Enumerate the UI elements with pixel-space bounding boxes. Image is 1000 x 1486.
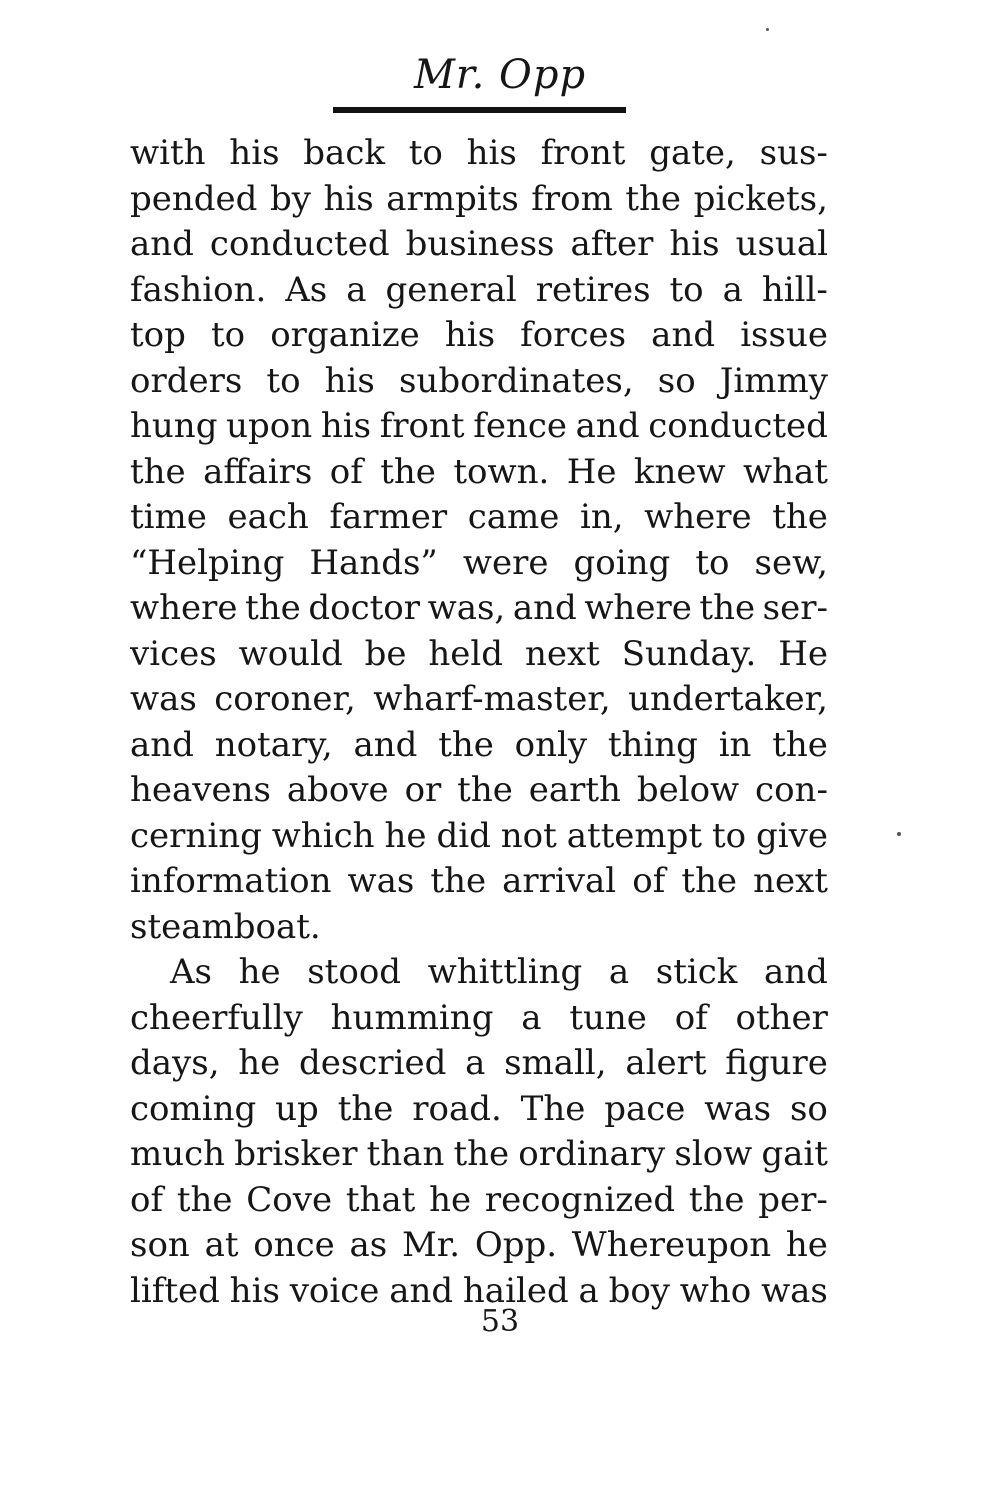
word: each: [227, 497, 309, 537]
word: in,: [579, 497, 624, 537]
word: top: [130, 315, 186, 355]
word: below: [636, 770, 740, 810]
word: stick: [655, 952, 738, 992]
body-text: [130, 131, 828, 1314]
word: arrival: [502, 861, 617, 901]
word: above: [286, 770, 389, 810]
word: the: [772, 497, 828, 537]
word: attempt: [566, 815, 703, 856]
word: earth: [528, 770, 621, 810]
text-line: [130, 1132, 828, 1178]
word: to: [408, 133, 443, 173]
word: were: [462, 542, 549, 583]
word: He: [778, 633, 828, 674]
word: son: [130, 1225, 190, 1265]
word: back: [303, 133, 385, 173]
text-line: [130, 450, 828, 496]
word: only: [514, 724, 588, 765]
word: the: [380, 451, 436, 492]
word: lifted: [130, 1270, 220, 1311]
word: descried: [298, 1043, 447, 1083]
word: held: [428, 633, 504, 674]
page-number: 53: [480, 1304, 520, 1339]
word: the: [130, 451, 186, 492]
word: whittling: [427, 952, 583, 992]
word: notary,: [214, 724, 333, 765]
word: than: [366, 1134, 445, 1174]
text-line: [130, 814, 828, 860]
word: a: [521, 997, 542, 1038]
word: cerning: [130, 815, 262, 856]
word: issue: [740, 315, 828, 355]
word: time: [130, 497, 207, 537]
word: after: [570, 224, 654, 264]
word: was: [347, 861, 415, 901]
word: Hands”: [309, 542, 438, 583]
word: Opp.: [474, 1225, 558, 1265]
word: recognized: [484, 1179, 676, 1220]
word: figure: [725, 1043, 828, 1083]
header-rule: [333, 107, 626, 113]
word: the: [245, 588, 301, 628]
word: who: [679, 1270, 752, 1311]
word: upon: [226, 406, 313, 446]
word: he: [384, 815, 427, 856]
word: up: [275, 1088, 319, 1129]
word: heavens: [130, 770, 271, 810]
word: alert: [625, 1043, 707, 1083]
word: would: [238, 633, 343, 674]
text-line: [130, 632, 828, 678]
word: his: [444, 315, 496, 355]
word: fence: [473, 406, 567, 446]
word: ser-: [762, 588, 828, 628]
word: the: [453, 1134, 510, 1174]
text-line: [130, 859, 828, 905]
word: a: [722, 269, 743, 310]
word: to: [711, 815, 747, 856]
word: his: [323, 178, 374, 219]
word: undertaker,: [628, 679, 828, 719]
word: and: [130, 724, 194, 765]
word: be: [364, 633, 407, 674]
word: boy: [608, 1270, 671, 1311]
text-line: [130, 586, 828, 632]
word: the: [438, 724, 494, 765]
text-line: [130, 541, 828, 587]
word: and: [130, 224, 194, 264]
word: was: [761, 1270, 828, 1311]
word: which: [271, 815, 375, 856]
word: sew,: [754, 542, 828, 583]
word: stood: [307, 952, 402, 992]
word: of: [130, 1179, 164, 1220]
word: coroner,: [214, 679, 356, 719]
scan-speck: [766, 28, 769, 31]
word: the: [457, 770, 513, 810]
word: con-: [755, 770, 828, 810]
text-line: [130, 495, 828, 541]
word: that: [345, 1179, 416, 1220]
word: road.: [412, 1088, 502, 1129]
word: so: [657, 360, 696, 401]
word: was: [704, 1088, 772, 1129]
text-line: [130, 723, 828, 769]
text-line: [130, 404, 828, 450]
word: a: [578, 1270, 599, 1311]
word: other: [735, 997, 828, 1038]
word: where: [584, 588, 692, 628]
word: he: [238, 952, 281, 992]
word: by: [269, 178, 311, 219]
word: information: [130, 861, 332, 901]
word: Mr.: [401, 1225, 461, 1265]
word: next: [753, 861, 828, 901]
word: retires: [535, 269, 651, 310]
text-line: [130, 768, 828, 814]
word: voice: [289, 1270, 380, 1311]
word: gate,: [649, 133, 736, 173]
word: a: [346, 269, 367, 310]
text-line: [130, 996, 828, 1042]
word: to: [669, 269, 704, 310]
word: hill-: [761, 269, 828, 310]
word: vices: [130, 633, 217, 674]
word: was: [130, 679, 197, 719]
word: so: [789, 1088, 828, 1129]
word: a: [465, 1043, 486, 1083]
word: fashion.: [130, 269, 267, 310]
word: going: [573, 542, 671, 583]
word: the: [625, 178, 682, 219]
word: and: [763, 952, 828, 992]
word: with: [130, 133, 206, 173]
word: brisker: [234, 1134, 358, 1174]
word: and: [575, 406, 640, 446]
word: in: [718, 724, 752, 765]
word: days,: [130, 1043, 220, 1083]
word: at: [204, 1225, 239, 1265]
word: “Helping: [130, 542, 285, 583]
word: As: [285, 269, 328, 310]
word: as: [349, 1225, 388, 1265]
word: a: [608, 952, 630, 992]
word: he: [429, 1179, 472, 1220]
word: his: [229, 133, 280, 173]
word: once: [253, 1225, 335, 1265]
word: of: [632, 861, 666, 901]
word: front: [540, 133, 626, 173]
word: orders: [130, 360, 243, 401]
word: did: [436, 815, 491, 856]
word: business: [405, 224, 555, 264]
text-line: [130, 177, 828, 223]
word: and: [651, 315, 716, 355]
word: general: [385, 269, 517, 310]
word: the: [688, 1179, 745, 1220]
word: humming: [330, 997, 494, 1038]
scan-speck: [897, 832, 901, 836]
word: was,: [427, 588, 506, 628]
word: hailed: [462, 1270, 569, 1311]
word: per-: [758, 1179, 828, 1220]
word: cheerfully: [130, 997, 303, 1038]
word: to: [266, 360, 301, 401]
word: As: [170, 952, 213, 992]
word: pended: [130, 178, 258, 219]
word: to: [210, 315, 246, 355]
word: gait: [761, 1134, 828, 1174]
word: he: [785, 1225, 828, 1265]
word: forces: [520, 315, 627, 355]
word: the: [337, 1088, 394, 1129]
word: and: [389, 1270, 454, 1311]
word: conducted: [209, 224, 390, 264]
word: slow: [674, 1134, 753, 1174]
word: hung: [130, 406, 218, 446]
word: thing: [607, 724, 698, 765]
text-line: [130, 222, 828, 268]
word: the: [699, 588, 756, 628]
text-line: steamboat.: [130, 906, 321, 947]
word: subordinates,: [398, 360, 634, 401]
word: doctor: [308, 588, 421, 628]
word: knew: [633, 451, 726, 492]
word: organize: [270, 315, 420, 355]
word: the: [176, 1179, 233, 1220]
text-line: [130, 1087, 828, 1133]
text-line: [130, 359, 828, 405]
word: came: [467, 497, 560, 537]
text-line: [130, 1178, 828, 1224]
text-line: [130, 950, 828, 996]
word: of: [674, 997, 708, 1038]
running-head: Mr. Opp: [413, 52, 587, 98]
word: the: [681, 861, 738, 901]
word: small,: [504, 1043, 607, 1083]
word: Whereupon: [571, 1225, 772, 1265]
word: where: [644, 497, 752, 537]
word: affairs: [203, 451, 313, 492]
word: He: [566, 451, 617, 492]
word: and: [512, 588, 577, 628]
word: his: [320, 406, 372, 446]
word: of: [329, 451, 363, 492]
word: Jimmy: [719, 360, 828, 401]
word: town.: [453, 451, 550, 492]
word: from: [531, 178, 613, 219]
word: what: [743, 451, 828, 492]
text-line: [130, 313, 828, 359]
word: where: [130, 588, 238, 628]
text-line: [130, 268, 828, 314]
word: tune: [569, 997, 647, 1038]
word: pickets,: [693, 178, 828, 219]
word: the: [772, 724, 828, 765]
word: he: [238, 1043, 281, 1083]
word: his: [466, 133, 517, 173]
word: or: [404, 770, 442, 810]
word: sus-: [759, 133, 828, 173]
word: Cove: [246, 1179, 333, 1220]
word: his: [669, 224, 720, 264]
word: wharf-master,: [373, 679, 611, 719]
word: armpits: [386, 178, 519, 219]
word: not: [500, 815, 557, 856]
word: conducted: [648, 406, 828, 446]
word: his: [324, 360, 375, 401]
word: coming: [130, 1088, 257, 1129]
word: Sunday.: [621, 633, 757, 674]
text-line: [130, 131, 828, 177]
word: farmer: [329, 497, 448, 537]
text-line: [130, 677, 828, 723]
word: give: [756, 815, 828, 856]
word: pace: [604, 1088, 686, 1129]
word: The: [520, 1088, 586, 1129]
text-line: [130, 1041, 828, 1087]
text-line: [130, 1223, 828, 1269]
word: his: [229, 1270, 280, 1311]
word: front: [379, 406, 465, 446]
word: next: [524, 633, 600, 674]
word: and: [353, 724, 418, 765]
word: to: [695, 542, 730, 583]
word: usual: [735, 224, 828, 264]
word: ordinary: [518, 1134, 666, 1174]
word: much: [130, 1134, 226, 1174]
word: the: [430, 861, 487, 901]
